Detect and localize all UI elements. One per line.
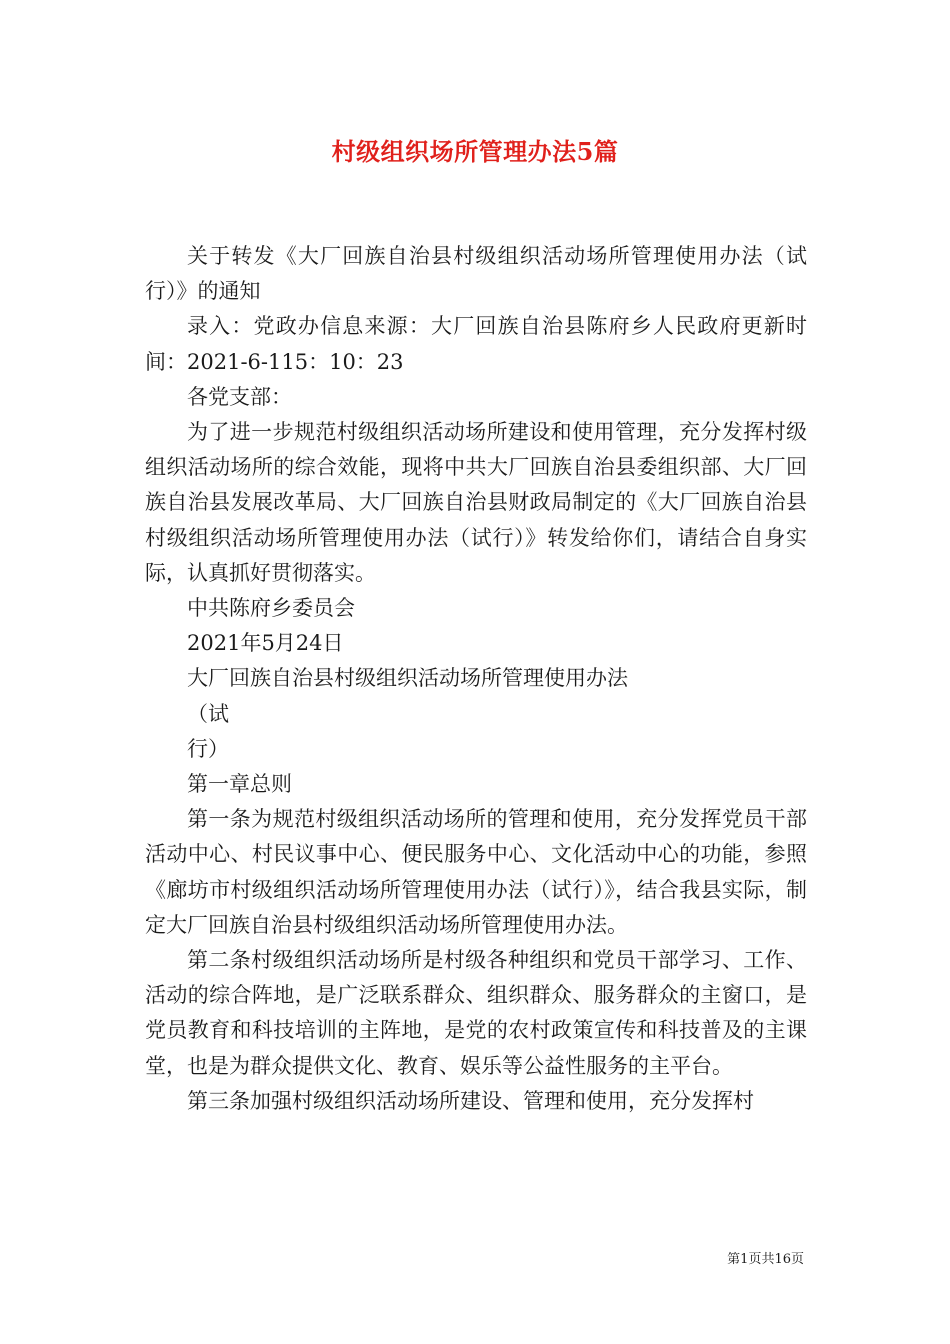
notice-body: 为了进一步规范村级组织活动场所建设和使用管理，充分发挥村级组织活动场所的综合效能，现将中共大厂回族自治县委组织部、大厂回族自治县发展改革局、大厂回族自治县财政局制定的《大厂回族自治县村级组织活动场所管理使用办法（试行）》转发给你们，请结合自身实际，认真抓好贯彻落实。 bbox=[145, 420, 807, 585]
article-1: 第一条为规范村级组织活动场所的管理和使用，充分发挥党员干部活动中心、村民议事中心、便民服务中心、文化活动中心的功能，参照《廊坊市村级组织活动场所管理使用办法（试行）》，结合我县实际，制定大厂回族自治县村级组织活动场所管理使用办法。 bbox=[145, 807, 807, 937]
regulation-title-part-1: （试 bbox=[187, 701, 229, 726]
issuer: 中共陈府乡委员会 bbox=[187, 596, 355, 621]
issue-date: 2021年5月24日 bbox=[187, 631, 344, 656]
article-2: 第二条村级组织活动场所是村级各种组织和党员干部学习、工作、活动的综合阵地，是广泛联系群众、组织群众、服务群众的主窗口，是党员教育和科技培训的主阵地，是党的农村政策宣传和科技普及的主课堂，也是为群众提供文化、教育、娱乐等公益性服务的主平台。 bbox=[145, 948, 807, 1078]
article-3: 第三条加强村级组织活动场所建设、管理和使用，充分发挥村 bbox=[187, 1088, 754, 1113]
document-title: 村级组织场所管理办法5篇 bbox=[331, 137, 619, 166]
source-info: 录入：党政办信息来源：大厂回族自治县陈府乡人民政府更新时间：2021-6-115：10：23 bbox=[145, 314, 807, 374]
salutation: 各党支部： bbox=[187, 384, 292, 409]
chapter-heading: 第一章总则 bbox=[187, 772, 292, 797]
notice-heading: 关于转发《大厂回族自治县村级组织活动场所管理使用办法（试行）》的通知 bbox=[145, 244, 807, 304]
regulation-title: 大厂回族自治县村级组织活动场所管理使用办法 bbox=[187, 666, 628, 691]
page-number: 第1页共16页 bbox=[727, 1252, 804, 1267]
document-body bbox=[145, 239, 807, 1119]
regulation-title-part-2: 行） bbox=[187, 736, 229, 761]
